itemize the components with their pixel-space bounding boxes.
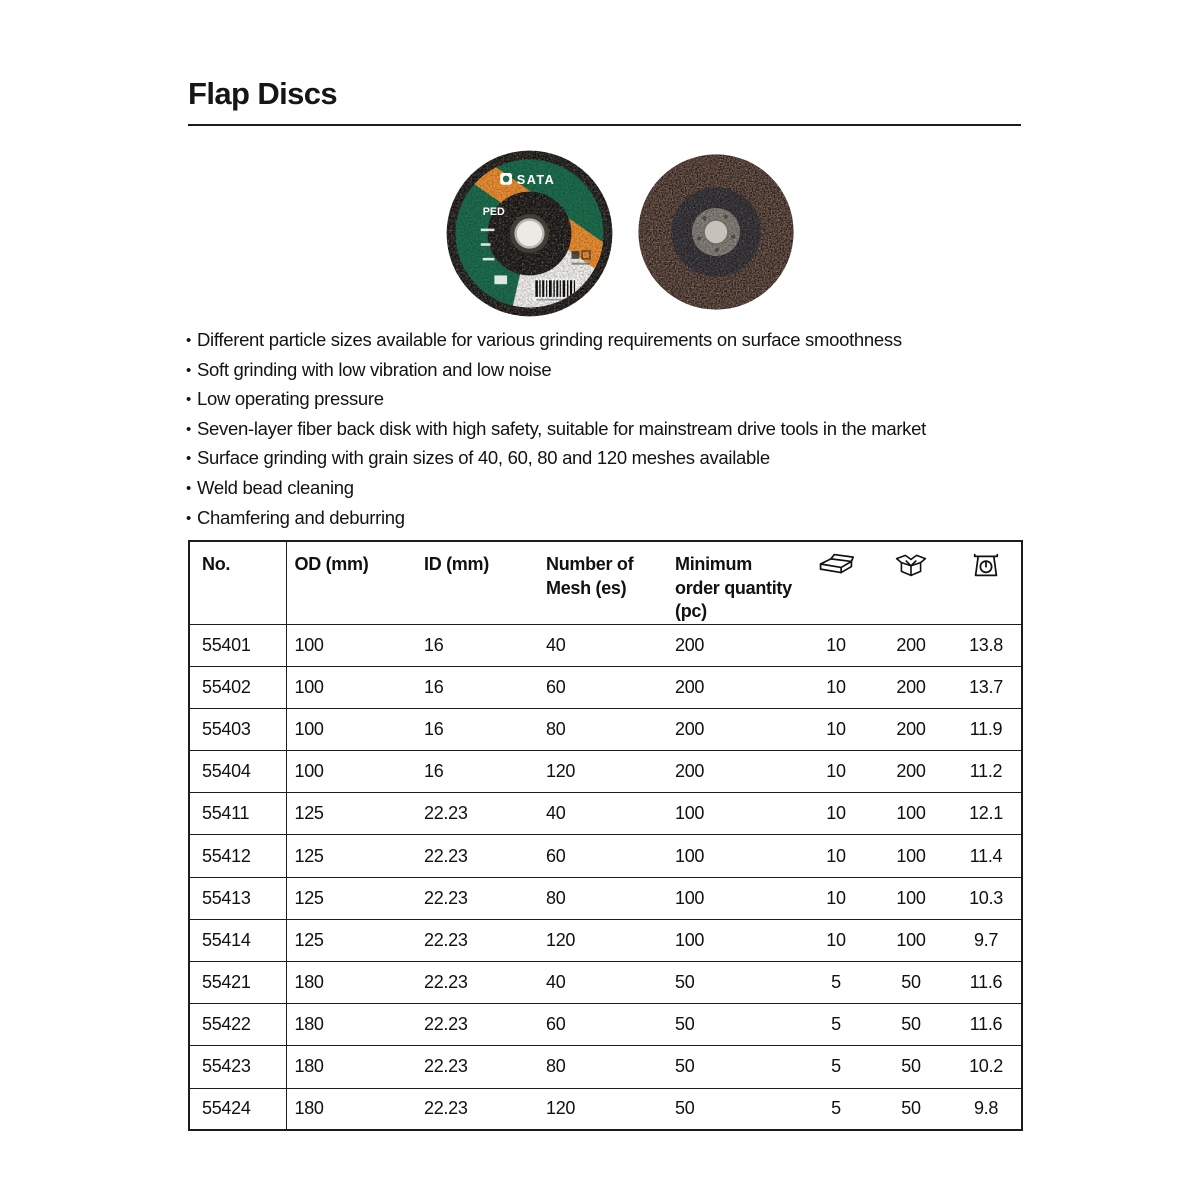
cell-inner-box-qty: 5 <box>801 1088 871 1130</box>
cell-od: 100 <box>286 624 416 666</box>
cell-inner-box-qty: 10 <box>801 877 871 919</box>
cell-min-order-qty: 200 <box>661 624 801 666</box>
col-header-min-order: Minimum order quantity (pc) <box>661 541 801 624</box>
cell-min-order-qty: 200 <box>661 751 801 793</box>
cell-od: 100 <box>286 666 416 708</box>
cell-mesh-count: 120 <box>538 751 661 793</box>
cell-no: 55421 <box>189 962 286 1004</box>
header-row <box>189 541 1022 624</box>
cell-inner-box-qty: 10 <box>801 835 871 877</box>
cell-od: 125 <box>286 835 416 877</box>
cell-min-order-qty: 200 <box>661 666 801 708</box>
feature-item <box>186 356 1026 386</box>
cell-mesh-count: 40 <box>538 793 661 835</box>
table-row <box>189 1004 1022 1046</box>
cell-weight: 13.7 <box>951 666 1022 708</box>
cell-carton-qty: 200 <box>871 751 951 793</box>
cell-carton-qty: 50 <box>871 1046 951 1088</box>
cell-inner-box-qty: 5 <box>801 962 871 1004</box>
cell-mesh-count: 80 <box>538 1046 661 1088</box>
cell-od: 180 <box>286 1046 416 1088</box>
cell-no: 55404 <box>189 751 286 793</box>
feature-text: Surface grinding with grain sizes of 40, 60, 80 and 120 meshes available <box>197 447 770 469</box>
feature-text: Different particle sizes available for various grinding requirements on surface smoothness <box>197 329 902 350</box>
flap-disc-front-image <box>432 136 627 331</box>
cell-inner-box-qty: 5 <box>801 1004 871 1046</box>
cell-weight: 12.1 <box>951 793 1022 835</box>
feature-item <box>186 504 1026 534</box>
feature-item <box>186 385 1026 415</box>
cell-od: 180 <box>286 1004 416 1046</box>
col-header-no: No. <box>189 541 286 624</box>
cell-inner-box-qty: 10 <box>801 919 871 961</box>
model-label: PED <box>482 205 505 218</box>
bullet-dot: • <box>186 420 191 438</box>
cell-mesh-count: 80 <box>538 708 661 750</box>
bullet-dot: • <box>186 361 191 379</box>
cell-weight: 11.4 <box>951 835 1022 877</box>
table-row <box>189 624 1022 666</box>
cell-id: 16 <box>416 708 538 750</box>
cell-weight: 10.3 <box>951 877 1022 919</box>
bullet-dot: • <box>186 509 191 527</box>
cell-min-order-qty: 200 <box>661 708 801 750</box>
col-header-mesh: Number of Mesh (es) <box>538 541 661 624</box>
bullet-dot: • <box>186 332 191 349</box>
cell-id: 22.23 <box>416 919 538 961</box>
cell-mesh-count: 60 <box>538 1004 661 1046</box>
table-row <box>189 751 1022 793</box>
cell-min-order-qty: 50 <box>661 1088 801 1130</box>
table-row <box>189 919 1022 961</box>
cell-inner-box-qty: 10 <box>801 751 871 793</box>
cell-id: 16 <box>416 666 538 708</box>
cell-od: 125 <box>286 877 416 919</box>
inner-box-icon <box>818 560 854 580</box>
cell-weight: 11.9 <box>951 708 1022 750</box>
table-row <box>189 708 1022 750</box>
cell-id: 22.23 <box>416 1088 538 1130</box>
cell-weight: 11.2 <box>951 751 1022 793</box>
cell-carton-qty: 50 <box>871 962 951 1004</box>
cell-weight: 13.8 <box>951 624 1022 666</box>
cell-min-order-qty: 100 <box>661 877 801 919</box>
cell-no: 55412 <box>189 835 286 877</box>
cell-carton-qty: 50 <box>871 1004 951 1046</box>
cell-id: 16 <box>416 751 538 793</box>
feature-item <box>186 326 1026 356</box>
cell-mesh-count: 60 <box>538 835 661 877</box>
cell-no: 55402 <box>189 666 286 708</box>
cell-od: 100 <box>286 708 416 750</box>
feature-text: Soft grinding with low vibration and low noise <box>197 358 552 380</box>
cell-mesh-count: 40 <box>538 624 661 666</box>
cell-inner-box-qty: 10 <box>801 624 871 666</box>
cell-no: 55422 <box>189 1004 286 1046</box>
scale-icon <box>972 562 1000 582</box>
feature-text: Seven-layer fiber back disk with high safety, suitable for mainstream drive tools in the market <box>197 417 926 439</box>
cell-id: 22.23 <box>416 1046 538 1088</box>
cell-min-order-qty: 50 <box>661 1004 801 1046</box>
cell-carton-qty: 50 <box>871 1088 951 1130</box>
cell-weight: 11.6 <box>951 1004 1022 1046</box>
cell-min-order-qty: 100 <box>661 919 801 961</box>
cell-mesh-count: 120 <box>538 919 661 961</box>
sata-logo <box>500 173 555 187</box>
cell-od: 100 <box>286 751 416 793</box>
cell-od: 180 <box>286 1088 416 1130</box>
cell-carton-qty: 200 <box>871 624 951 666</box>
cell-no: 55414 <box>189 919 286 961</box>
cell-mesh-count: 120 <box>538 1088 661 1130</box>
cell-no: 55411 <box>189 793 286 835</box>
cell-mesh-count: 80 <box>538 877 661 919</box>
cell-id: 22.23 <box>416 1004 538 1046</box>
col-header-od: OD (mm) <box>286 541 416 624</box>
cell-inner-box-qty: 5 <box>801 1046 871 1088</box>
cell-id: 22.23 <box>416 877 538 919</box>
cell-mesh-count: 40 <box>538 962 661 1004</box>
arbor-hole <box>517 221 542 246</box>
feature-text: Weld bead cleaning <box>197 476 354 498</box>
cell-no: 55403 <box>189 708 286 750</box>
cell-carton-qty: 100 <box>871 835 951 877</box>
page-title: Flap Discs <box>188 76 338 111</box>
cell-od: 125 <box>286 793 416 835</box>
title-divider <box>188 124 1021 126</box>
cell-inner-box-qty: 10 <box>801 708 871 750</box>
table-row <box>189 793 1022 835</box>
cell-carton-qty: 100 <box>871 919 951 961</box>
bullet-dot: • <box>186 479 191 497</box>
cell-min-order-qty: 100 <box>661 835 801 877</box>
feature-item <box>186 415 1026 445</box>
feature-text: Chamfering and deburring <box>197 506 405 528</box>
cell-od: 180 <box>286 962 416 1004</box>
cell-id: 22.23 <box>416 793 538 835</box>
cell-weight: 11.6 <box>951 962 1022 1004</box>
carton-icon <box>895 562 927 582</box>
feature-list <box>186 326 1026 533</box>
cell-carton-qty: 200 <box>871 666 951 708</box>
cell-od: 125 <box>286 919 416 961</box>
cell-id: 16 <box>416 624 538 666</box>
cell-min-order-qty: 100 <box>661 793 801 835</box>
cell-mesh-count: 60 <box>538 666 661 708</box>
bullet-dot: • <box>186 450 191 468</box>
col-header-carton <box>871 541 951 624</box>
table-row <box>189 666 1022 708</box>
feature-text: Low operating pressure <box>197 388 384 410</box>
cell-id: 22.23 <box>416 835 538 877</box>
cell-weight: 9.8 <box>951 1088 1022 1130</box>
cell-no: 55424 <box>189 1088 286 1130</box>
svg-text:SATA: SATA <box>516 172 556 187</box>
cell-inner-box-qty: 10 <box>801 666 871 708</box>
cell-no: 55413 <box>189 877 286 919</box>
table-row <box>189 962 1022 1004</box>
table-row <box>189 835 1022 877</box>
table-row <box>189 1046 1022 1088</box>
col-header-weight <box>951 541 1022 624</box>
flap-disc-back-image <box>636 152 796 312</box>
cell-weight: 9.7 <box>951 919 1022 961</box>
spec-table <box>188 540 1023 1131</box>
cell-min-order-qty: 50 <box>661 1046 801 1088</box>
bullet-dot: • <box>186 391 191 409</box>
cell-weight: 10.2 <box>951 1046 1022 1088</box>
feature-item <box>186 444 1026 474</box>
cell-carton-qty: 100 <box>871 877 951 919</box>
cell-carton-qty: 100 <box>871 793 951 835</box>
cell-min-order-qty: 50 <box>661 962 801 1004</box>
cell-no: 55423 <box>189 1046 286 1088</box>
table-row <box>189 1088 1022 1130</box>
cell-no: 55401 <box>189 624 286 666</box>
cell-carton-qty: 200 <box>871 708 951 750</box>
col-header-id: ID (mm) <box>416 541 538 624</box>
cell-inner-box-qty: 10 <box>801 793 871 835</box>
col-header-inner-box <box>801 541 871 624</box>
feature-item <box>186 474 1026 504</box>
cell-id: 22.23 <box>416 962 538 1004</box>
table-row <box>189 877 1022 919</box>
